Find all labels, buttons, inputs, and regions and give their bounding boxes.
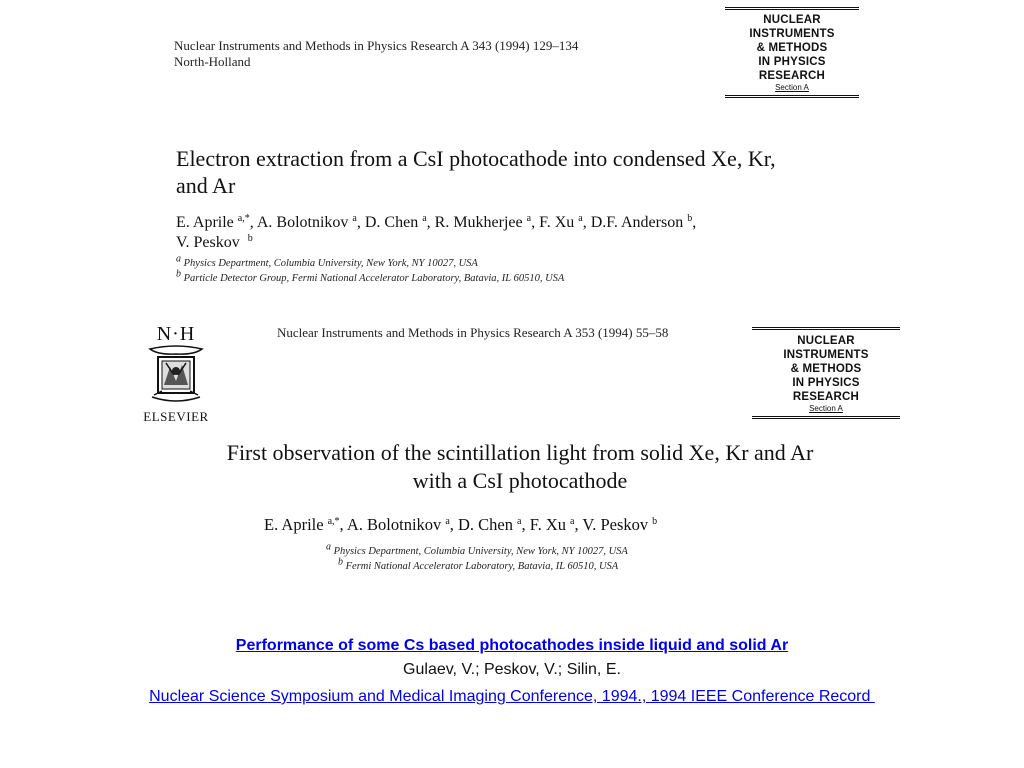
paper1-journal-line: Nuclear Instruments and Methods in Physics Research A 343 (1994) 129–134 bbox=[174, 38, 579, 53]
paper1-title-line: and Ar bbox=[176, 173, 236, 198]
author-name: D.F. Anderson bbox=[590, 214, 684, 231]
author-name: R. Mukherjee bbox=[434, 214, 523, 231]
paper1-journal-citation bbox=[174, 38, 578, 70]
author-name: D. Chen bbox=[458, 515, 514, 534]
logo-line: RESEARCH bbox=[792, 391, 860, 403]
author-name: E. Aprile bbox=[176, 214, 234, 231]
affiliation bbox=[176, 268, 876, 286]
author-sup: b bbox=[652, 515, 658, 527]
affiliation-text: Particle Detector Group, Fermi National Accelerator Laboratory, Batavia, IL 60510, USA bbox=[183, 273, 565, 284]
publisher-mark: N·H bbox=[156, 323, 196, 345]
author-separator: , bbox=[249, 214, 257, 231]
author-sup: a bbox=[352, 212, 357, 224]
paper1-authors-line bbox=[176, 213, 876, 233]
paper2-title-line: with a CsI photocathode bbox=[412, 468, 628, 493]
paper2-title-line: First observation of the scintillation light from solid Xe, Kr and Ar bbox=[226, 440, 814, 465]
publisher-logo bbox=[140, 323, 212, 425]
paper2-journal-logo bbox=[752, 327, 900, 419]
paper1-journal-logo bbox=[725, 7, 859, 98]
author-sup: a bbox=[445, 515, 450, 527]
paper1-affiliations bbox=[176, 253, 876, 286]
author-name: A. Bolotnikov bbox=[256, 214, 349, 231]
affiliation-sup: a bbox=[326, 541, 331, 553]
reference-block bbox=[0, 636, 1024, 707]
author-sup: a,* bbox=[327, 515, 340, 527]
author-name: F. Xu bbox=[539, 214, 575, 231]
publisher-name: ELSEVIER bbox=[143, 409, 209, 424]
author-name: V. Peskov bbox=[582, 515, 649, 534]
author-name: F. Xu bbox=[529, 515, 566, 534]
reference-authors: Gulaev, V.; Peskov, V.; Silin, E. bbox=[403, 661, 621, 678]
author-sup: a bbox=[422, 212, 427, 224]
logo-line: IN PHYSICS bbox=[758, 56, 826, 68]
affiliation-sup: a bbox=[176, 253, 181, 265]
affiliation-text: Fermi National Accelerator Laboratory, Batavia, IL 60510, USA bbox=[345, 561, 619, 572]
author-separator: , bbox=[531, 214, 540, 231]
logo-line: NUCLEAR bbox=[797, 335, 855, 347]
paper2-authors bbox=[264, 515, 904, 535]
reference-venue-row bbox=[0, 687, 1024, 707]
author-separator: , bbox=[449, 515, 459, 534]
logo-line: RESEARCH bbox=[758, 70, 826, 82]
author-sup: a bbox=[517, 515, 522, 527]
affiliation bbox=[176, 253, 876, 271]
author-sup: a bbox=[526, 212, 532, 224]
logo-section: Section A bbox=[775, 83, 809, 92]
logo-section: Section A bbox=[809, 404, 843, 413]
paper1-title bbox=[176, 145, 896, 199]
paper2-journal-line: Nuclear Instruments and Methods in Physics Research A 353 (1994) 55–58 bbox=[277, 325, 669, 340]
author-sup: b bbox=[247, 232, 253, 244]
reference-venue-link[interactable]: Nuclear Science Symposium and Medical Imaging Conference, 1994., 1994 IEEE Conference Record bbox=[149, 688, 875, 705]
author-separator: , bbox=[582, 214, 591, 231]
logo-line: & METHODS bbox=[790, 363, 862, 375]
author-sup: a bbox=[570, 515, 575, 527]
paper1-title-line: Electron extraction from a CsI photocathode into condensed Xe, Kr, bbox=[176, 146, 776, 171]
author-separator: , bbox=[426, 214, 435, 231]
reference-title-row bbox=[0, 636, 1024, 656]
author-separator: , bbox=[574, 515, 583, 534]
author-sup: a,* bbox=[237, 212, 250, 224]
paper2-title bbox=[120, 439, 920, 495]
author-sup: b bbox=[687, 212, 693, 224]
logo-line: IN PHYSICS bbox=[792, 377, 860, 389]
paper1-publisher-line: North-Holland bbox=[174, 54, 251, 69]
reference-title-link[interactable]: Performance of some Cs based photocathodes inside liquid and solid Ar bbox=[235, 637, 789, 654]
author-name: D. Chen bbox=[364, 214, 419, 231]
elsevier-tree-icon bbox=[144, 345, 208, 407]
author-name: E. Aprile bbox=[264, 515, 324, 534]
logo-line: INSTRUMENTS bbox=[783, 349, 869, 361]
logo-line: INSTRUMENTS bbox=[749, 28, 835, 40]
affiliation-text: Physics Department, Columbia University, New York, NY 10027, USA bbox=[183, 258, 478, 269]
author-name: A. Bolotnikov bbox=[346, 515, 442, 534]
affiliation-sup: b bbox=[338, 556, 343, 568]
paper2-affiliations bbox=[320, 541, 880, 574]
author-separator: , bbox=[356, 214, 365, 231]
author-separator: , bbox=[521, 515, 530, 534]
affiliation bbox=[338, 556, 880, 574]
author-sup: a bbox=[578, 212, 583, 224]
paper1-authors bbox=[176, 213, 876, 253]
author-separator: , bbox=[339, 515, 347, 534]
author-separator: , bbox=[692, 214, 697, 231]
logo-line: NUCLEAR bbox=[763, 14, 821, 26]
affiliation-text: Physics Department, Columbia University, New York, NY 10027, USA bbox=[333, 546, 628, 557]
paper1-authors-line bbox=[176, 233, 876, 253]
author-name: V. Peskov bbox=[176, 234, 240, 251]
affiliation bbox=[326, 541, 880, 559]
affiliation-sup: b bbox=[176, 268, 181, 280]
logo-line: & METHODS bbox=[756, 42, 828, 54]
